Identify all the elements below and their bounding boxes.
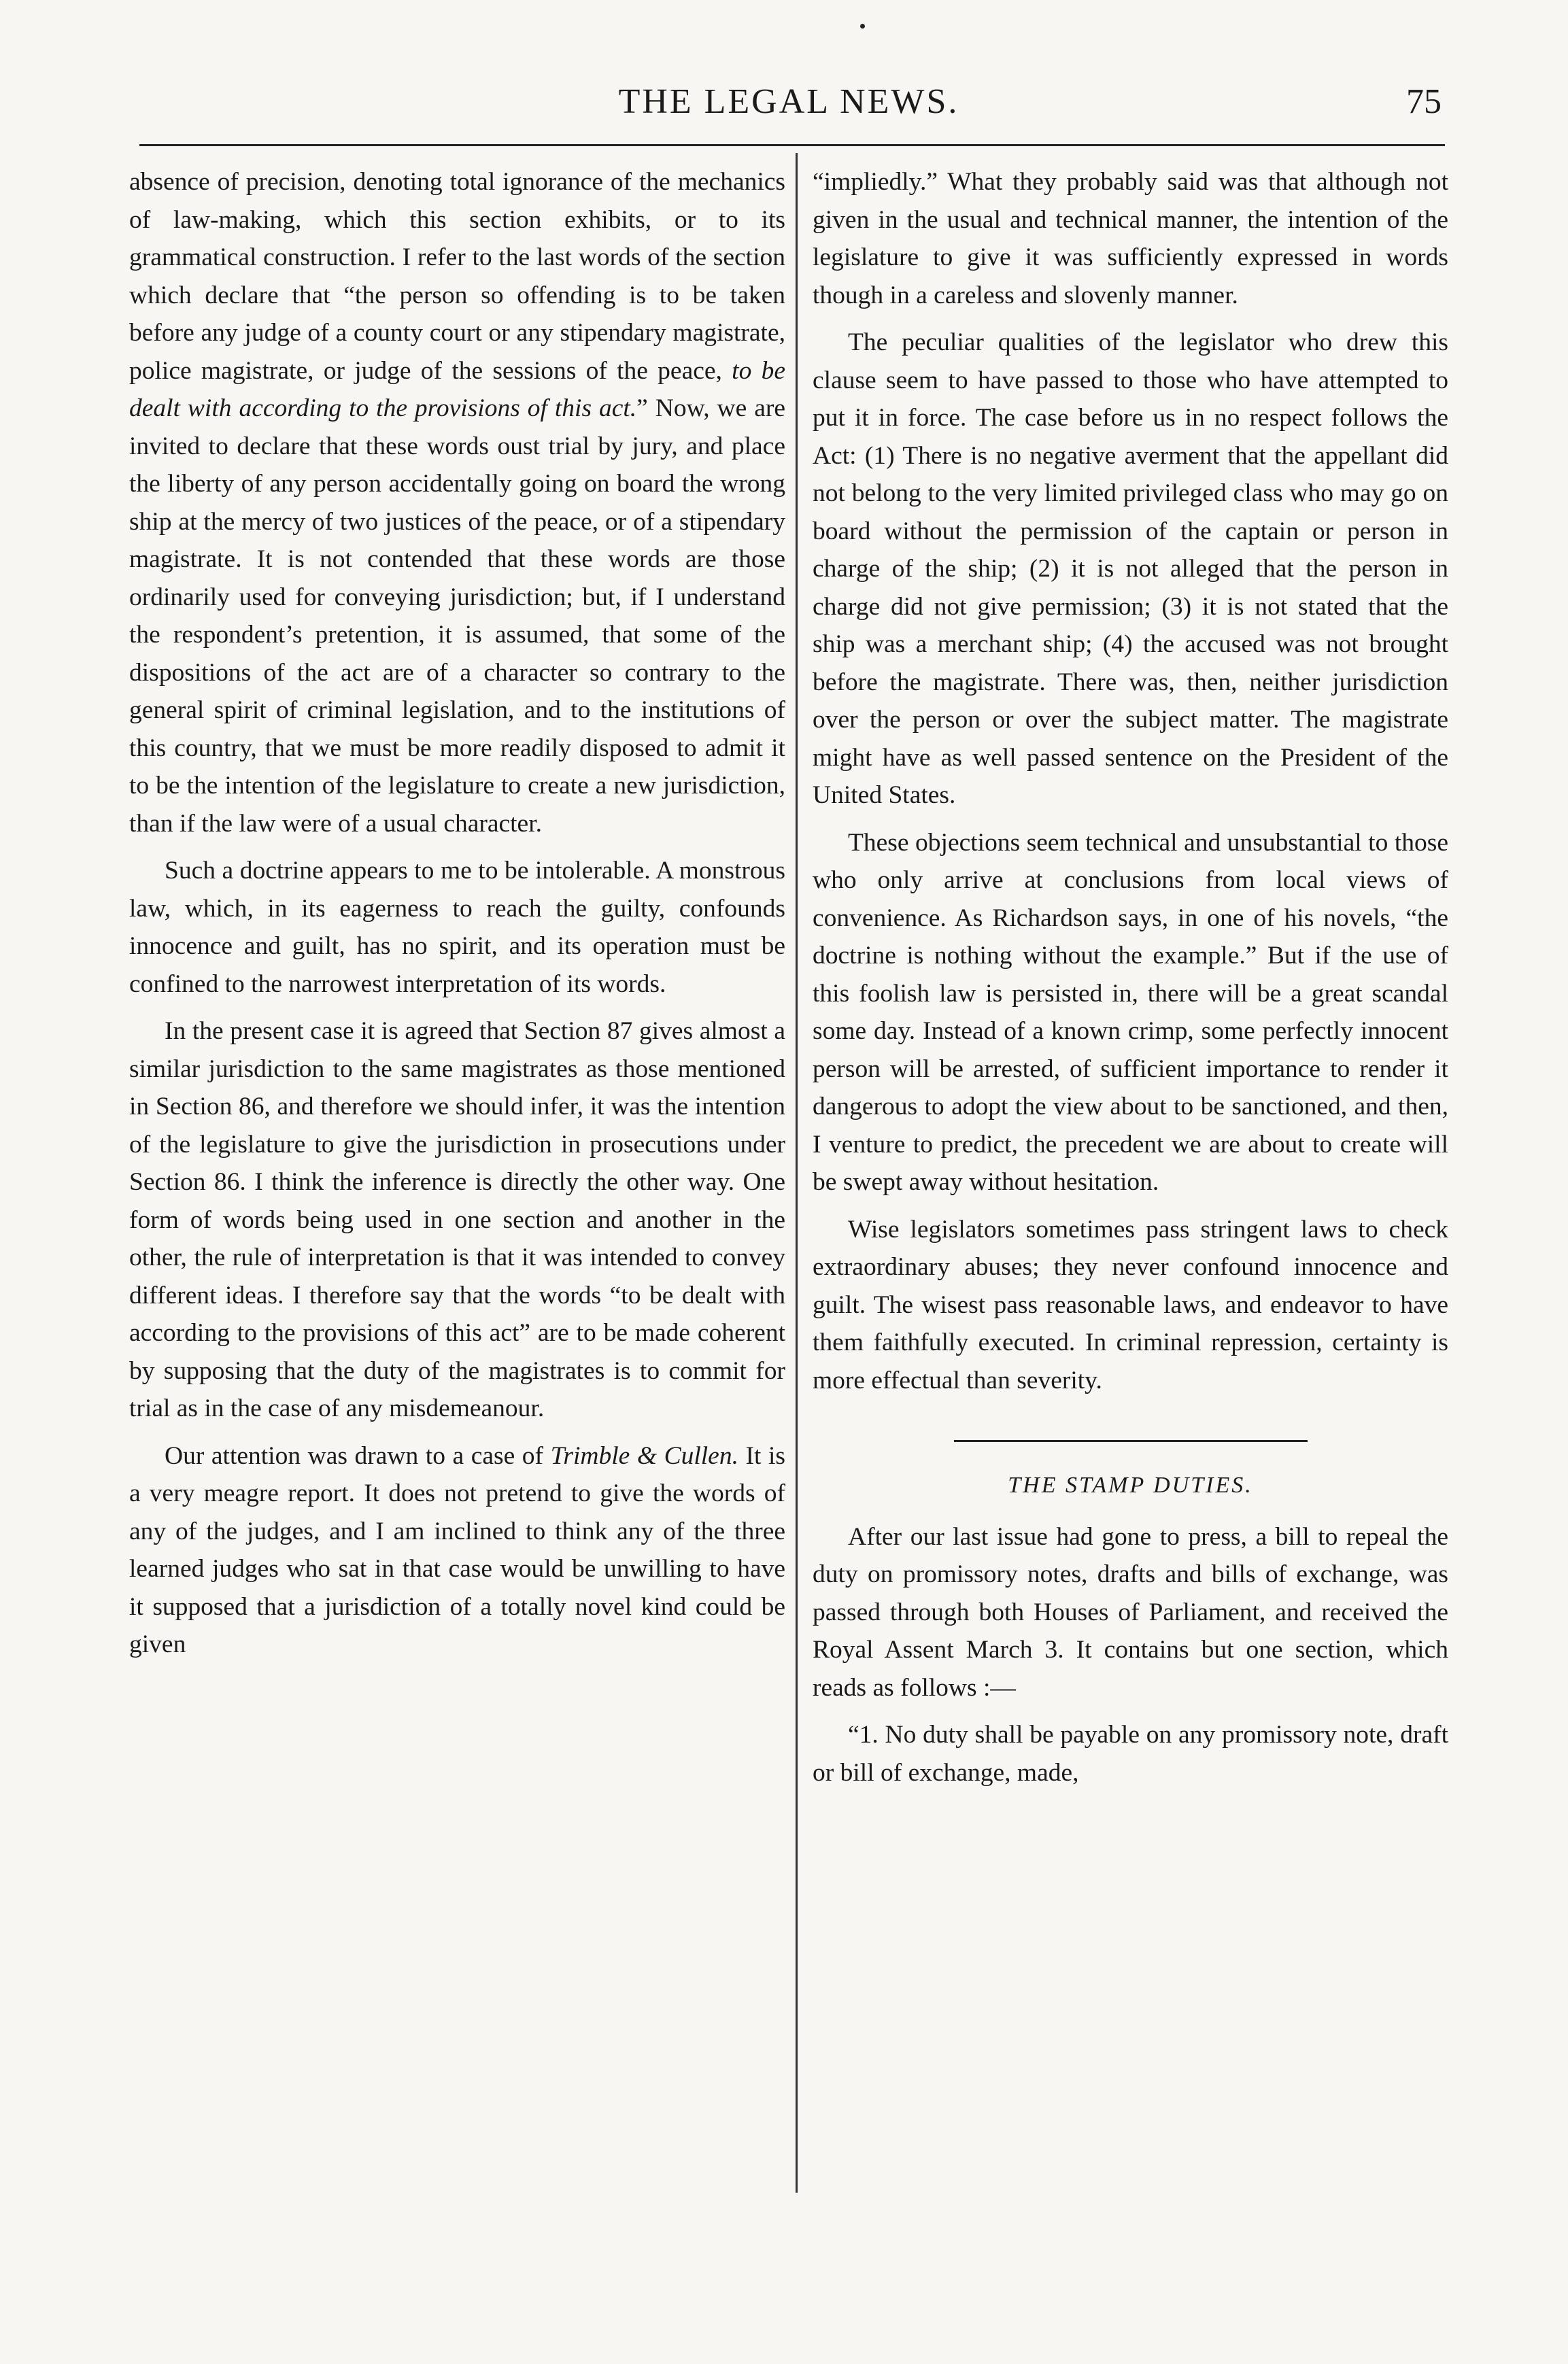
section-separator [954, 1440, 1308, 1442]
header-rule [139, 144, 1445, 146]
paragraph: “1. No duty shall be payable on any promissory note, draft or bill of exchange, made, [813, 1721, 1448, 1787]
paragraph-text: absence of precision, denoting total ignorance of the mechanics of law-making, which this section exhibits, or to its grammatical construction. I refer to the last words of the section which declare that “the person so offending is to be taken before any judge of a county court or any stipendary magistrate, police magistrate, or judge of the sessions of the peace, [129, 168, 785, 385]
page-header [129, 75, 1448, 136]
paragraph-text: It is a very meagre report. It does not pretend to give the words of any of the judges, and I am inclined to think any of the three learned judges who sat in that case would be unwilling to have it supposed that a jurisdiction of a totally novel kind could be given [129, 1441, 786, 1658]
paragraph: In the present case it is agreed that Section 87 gives almost a similar jurisdiction to the same magistrates as those mentioned in Section 86, and therefore we should infer, it was the intention of the legislature to give the jurisdiction in prosecutions under Section 86. I think the inference is directly the other way. One form of words being used in one section and another in the other, the rule of interpretation is that it was intended to convey different ideas. I therefore say that the words “to be dealt with according to the provisions of this act” are to be made coherent by supposing that the duty of the magistrates is to commit for trial as in the case of any misdemeanour. [129, 1017, 785, 1422]
paragraph [129, 163, 785, 842]
column-divider [796, 153, 798, 2193]
paragraph-text: ” Now, we are invited to declare that these words oust trial by jury, and place the liberty of any person accidentally going on board the wrong ship at the mercy of two justices of the peace, or of a stipendary magistrate. It is not contended that these words are those ordinarily used for conveying jurisdiction; but, if I understand the respondent’s pretention, it is assumed, that some of the dispositions of the act are of a character so contrary to the general spirit of criminal legislation, and to the institutions of this country, that we must be more readily disposed to admit it to be the intention of the legislature to create a new jurisdiction, than if the law were of a usual character. [129, 394, 785, 838]
paragraph-text: Our attention was drawn to a case of [165, 1441, 544, 1470]
paragraph: The peculiar qualities of the legislator who drew this clause seem to have passed to those who have attempted to put it in force. The case before us in no respect follows the Act: (1) There is no negative averment that the appellant did not belong to the very limited privileged class who may go on board without the permission of the captain or person in charge of the ship; (2) it is not alleged that the person in charge did not give permission; (3) it is not stated that the ship was a merchant ship; (4) the accused was not brought before the magistrate. There was, then, neither jurisdiction over the person or over the subject matter. The magistrate might have as well passed sentence on the President of the United States. [813, 328, 1448, 809]
paragraph: Wise legislators sometimes pass stringent laws to check extraordinary abuses; they never confound innocence and guilt. The wisest pass reasonable laws, and endeavor to have them faithfully executed. In criminal repression, certainty is more effectual than severity. [813, 1215, 1448, 1394]
paragraph [129, 1437, 785, 1664]
italic-phrase: to be dealt with according to the provisions of this act. [129, 356, 786, 422]
right-column [813, 163, 1448, 1801]
paragraph: After our last issue had gone to press, a bill to repeal the duty on promissory notes, drafts and bills of exchange, was passed through both Houses of Parliament, and received the Royal Assent March 3. It contains but one section, which reads as follows :— [813, 1522, 1448, 1702]
print-speck [860, 24, 865, 29]
section-heading: THE STAMP DUTIES. [1008, 1473, 1253, 1498]
running-title: THE LEGAL NEWS. [618, 82, 959, 121]
case-name: Trimble & Cullen. [550, 1441, 738, 1470]
paragraph: “impliedly.” What they probably said was that although not given in the usual and technical manner, the intention of the legislature to give it was sufficiently expressed in words though in a careless and slovenly manner. [813, 168, 1448, 309]
page-number: 75 [1406, 82, 1442, 121]
left-column [129, 163, 785, 1673]
paragraph: These objections seem technical and unsubstantial to those who only arrive at conclusions from local views of convenience. As Richardson says, in one of his novels, “the doctrine is nothing without the example.” But if the use of this foolish law is persisted in, there will be a great scandal some day. Instead of a known crimp, some perfectly innocent person will be arrested, of sufficient importance to render it dangerous to adopt the view about to be sanctioned, and then, I venture to predict, the precedent we are about to create will be swept away without hesitation. [813, 828, 1448, 1196]
paragraph: Such a doctrine appears to me to be intolerable. A monstrous law, which, in its eagerness to reach the guilty, confounds innocence and guilt, has no spirit, and its operation must be confined to the narrowest interpretation of its words. [129, 857, 785, 998]
